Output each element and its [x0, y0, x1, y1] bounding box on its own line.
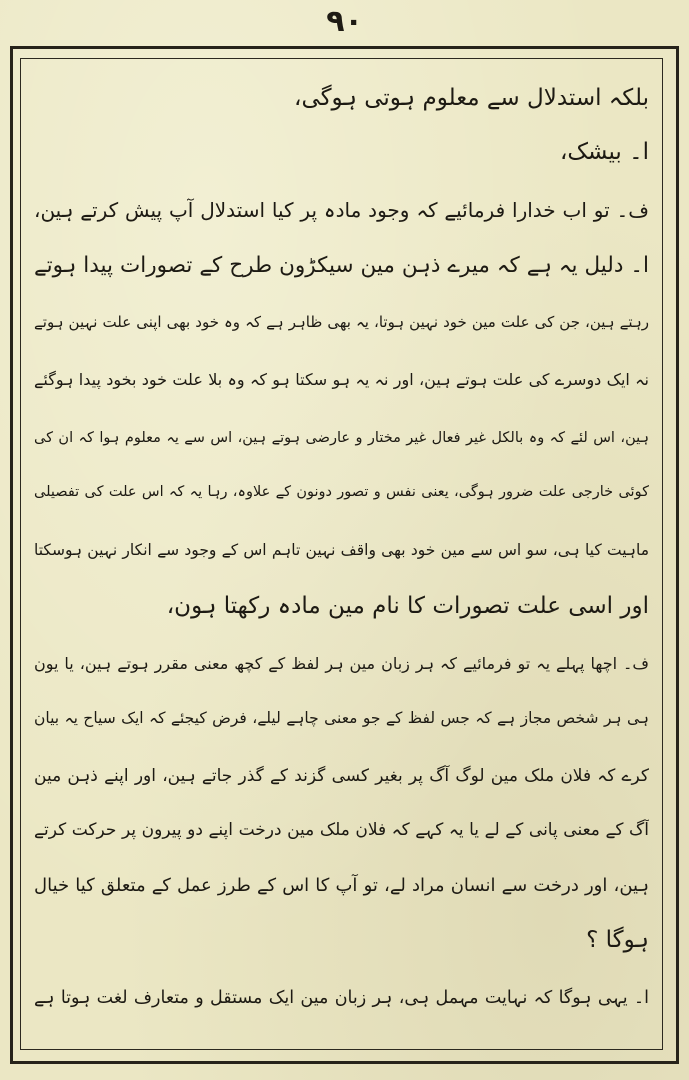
- text-line: ا۔ بیشک،: [559, 139, 649, 165]
- page-number: ۹۰: [326, 4, 363, 39]
- text-line: کرے کہ فلان ملک مین لوگ آگ پر بغیر کسی گزند کے گذر جاتے ہین، اور اپنے ذہن مین: [34, 766, 649, 786]
- text-line: ہوگا ؟: [586, 927, 649, 953]
- text-line: نہ ایک دوسرے کی علت ہوتے ہین، اور نہ یہ ہو سکتا ہو کہ وہ بلا علت خود بخود پیدا ہوگئے: [34, 370, 649, 389]
- text-line: آگ کے معنی پانی کے لے یا یہ کہے کہ فلان ملک مین درخت اپنے دو پیرون پر حرکت کرتے: [34, 820, 649, 840]
- text-line: کوئی خارجی علت ضرور ہوگی، یعنی نفس و تصور دونون کے علاوہ، رہا یہ کہ اس علت کی تفصیلی: [34, 484, 649, 500]
- text-line: ا۔ یہی ہوگا کہ نہایت مہمل ہی، ہر زبان مین ایک مستقل و متعارف لغت ہوتا ہے: [34, 988, 649, 1008]
- text-line: ا۔ دلیل یہ ہے کہ میرے ذہن مین سیکڑون طرح کے تصورات پیدا ہوتے: [34, 253, 649, 278]
- text-line: اور اسی علت تصورات کا نام مین مادہ رکھتا ہون،: [166, 593, 649, 619]
- text-line: ہین، اس لئے کہ وہ بالکل غیر فعال غیر مختار و عارضی ہوتے ہین، اس سے یہ معلوم ہوا کہ ان کی: [34, 430, 649, 446]
- text-line: بلکہ استدلال سے معلوم ہوتی ہوگی،: [294, 85, 649, 111]
- text-line: ف۔ اچھا پہلے یہ تو فرمائیے کہ ہر زبان مین ہر لفظ کے کچھ معنی مقرر ہوتے ہین، یا یون: [34, 654, 649, 673]
- text-line: ماہیت کیا ہی، سو اس سے مین خود بھی واقف نہین تاہم اس کے وجود سے انکار نہین ہوسکتا: [34, 541, 649, 559]
- text-body: [34, 68, 649, 1043]
- text-line: ف۔ تو اب خدارا فرمائیے کہ وجود مادہ پر کیا استدلال آپ پیش کرتے ہین،: [34, 198, 649, 222]
- text-line: رہتے ہین، جن کی علت مین خود نہین ہوتا، یہ بھی ظاہر ہے کہ وہ خود بھی اپنی علت نہین ہوتے: [34, 313, 649, 331]
- text-line: ہی ہر شخص مجاز ہے کہ جس لفظ کے جو معنی چاہے لیلے، فرض کیجئے کہ ایک سیاح یہ بیان: [34, 709, 649, 727]
- text-line: ہین، اور درخت سے انسان مراد لے، تو آپ کا اس کے طرز عمل کے متعلق کیا خیال: [34, 875, 649, 896]
